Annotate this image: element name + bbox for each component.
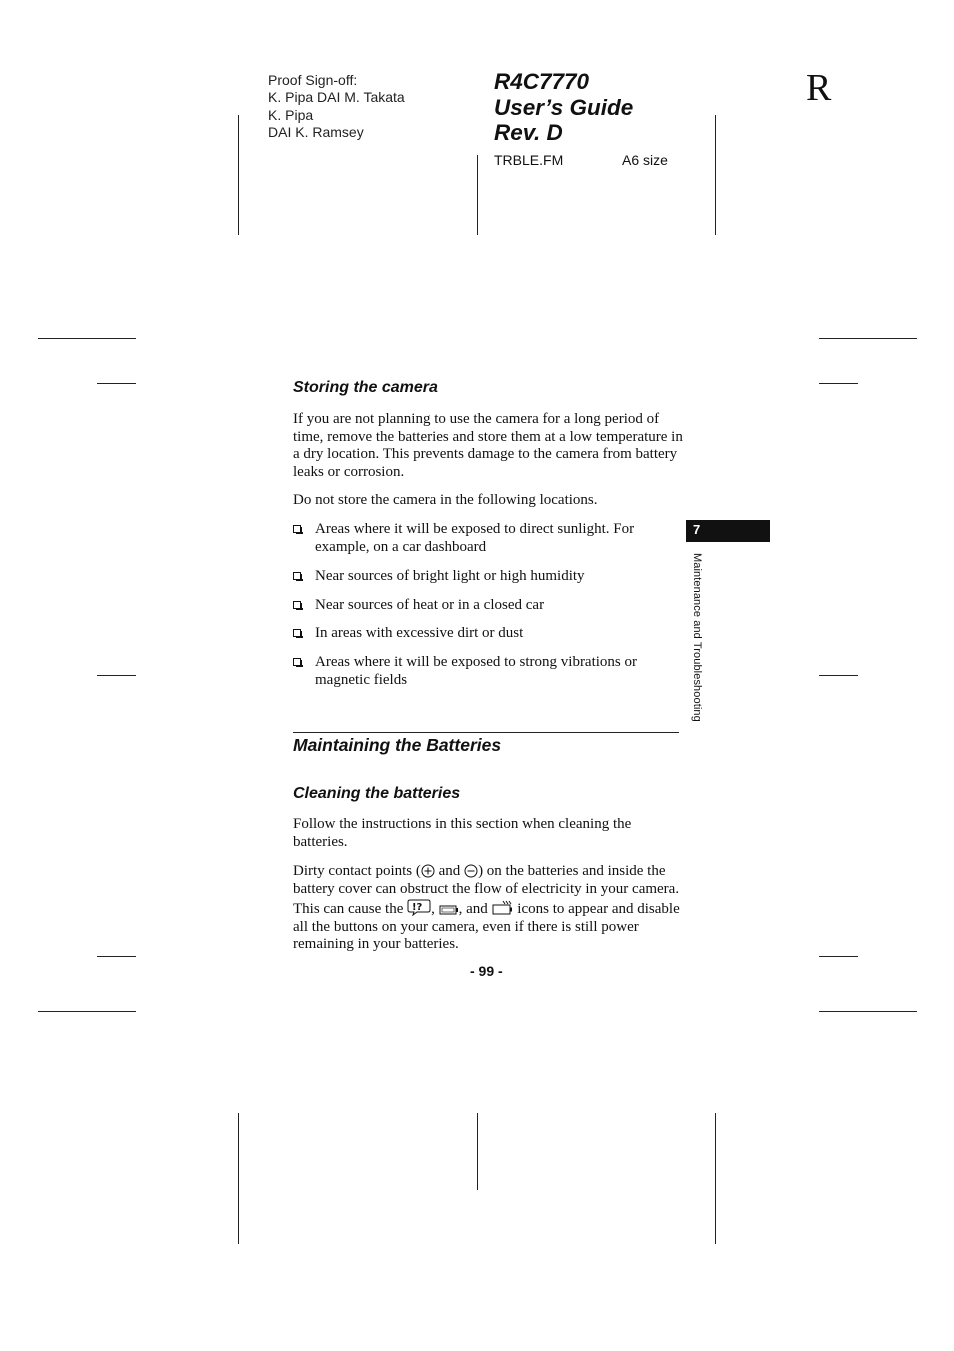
section-rule — [293, 732, 679, 733]
crop-mark — [819, 338, 917, 339]
checkbox-bullet-icon — [293, 629, 301, 637]
checkbox-bullet-icon — [293, 658, 301, 666]
list-item-text: Near sources of heat or in a closed car — [315, 597, 545, 613]
title-line: R4C7770 — [494, 69, 590, 94]
cleaning-paragraph: Follow the instructions in this section when cleaning the batteries. — [293, 816, 632, 850]
text-run: and — [434, 863, 465, 879]
title-line: Rev. D — [494, 120, 563, 145]
battery-icon — [439, 904, 459, 916]
maintaining-heading: Maintaining the Batteries — [293, 735, 502, 755]
text-run: , and — [458, 901, 492, 918]
list-item-text: Near sources of bright light or high humidity — [315, 568, 585, 584]
crop-mark — [477, 1113, 478, 1190]
crop-mark — [97, 675, 136, 676]
crop-mark — [819, 383, 858, 384]
text-run: Dirty contact points ( — [293, 863, 421, 879]
signoff-line: K. Pipa DAI M. Takata — [268, 89, 405, 106]
text-run: ) on the batteries and inside the battery cover can obstruct the flow of electricity in your camera. This can cause the — [293, 863, 680, 918]
storing-paragraph: Do not store the camera in the following locations. — [293, 492, 598, 508]
proof-signoff — [268, 72, 405, 142]
corner-mark: R — [806, 67, 832, 109]
crop-mark — [97, 383, 136, 384]
crop-mark — [715, 1113, 716, 1244]
signoff-line: K. Pipa — [268, 106, 314, 123]
error-speech-icon — [407, 898, 431, 916]
plus-terminal-icon — [421, 864, 435, 878]
chapter-label: Maintenance and Troubleshooting — [691, 553, 703, 722]
crop-mark — [238, 115, 239, 235]
crop-mark — [38, 1011, 136, 1012]
file-name: TRBLE.FM — [494, 152, 564, 168]
crop-mark — [819, 675, 858, 676]
low-battery-icon — [492, 900, 514, 916]
document-title — [494, 69, 633, 146]
text-run: icons to appear and disable all the buttons on your camera, even if there is still power remaining in your batteries. — [293, 901, 680, 953]
checkbox-bullet-icon — [293, 601, 301, 609]
crop-mark — [819, 1011, 917, 1012]
list-item-text: Areas where it will be exposed to strong vibrations or magnetic fields — [315, 654, 638, 688]
svg-text:!?: !? — [412, 902, 423, 914]
title-line: User’s Guide — [494, 94, 634, 120]
crop-mark — [38, 338, 136, 339]
signoff-line: Proof Sign-off: — [268, 72, 358, 88]
list-item-text: Areas where it will be exposed to direct sunlight. For example, on a car dashboard — [315, 521, 635, 555]
crop-mark — [819, 956, 858, 957]
crop-mark — [97, 956, 136, 957]
crop-mark — [715, 115, 716, 235]
page-number: - 99 - — [470, 963, 503, 979]
storing-heading: Storing the camera — [293, 379, 438, 396]
chapter-number: 7 — [693, 522, 701, 537]
list-item-text: In areas with excessive dirt or dust — [315, 625, 524, 641]
cleaning-paragraph — [293, 863, 683, 954]
page-size: A6 size — [622, 152, 668, 168]
cleaning-heading: Cleaning the batteries — [293, 785, 461, 802]
crop-mark — [477, 155, 478, 235]
signoff-line: DAI K. Ramsey — [268, 124, 364, 141]
storing-paragraph: If you are not planning to use the camera for a long period of time, remove the batteries and store them at a low temperature in a dry location. This prevents damage to the camera from battery leaks or corrosion. — [293, 411, 683, 480]
minus-terminal-icon — [464, 864, 478, 878]
checkbox-bullet-icon — [293, 525, 301, 533]
text-run: , — [431, 901, 439, 918]
checkbox-bullet-icon — [293, 572, 301, 580]
crop-mark — [238, 1113, 239, 1244]
